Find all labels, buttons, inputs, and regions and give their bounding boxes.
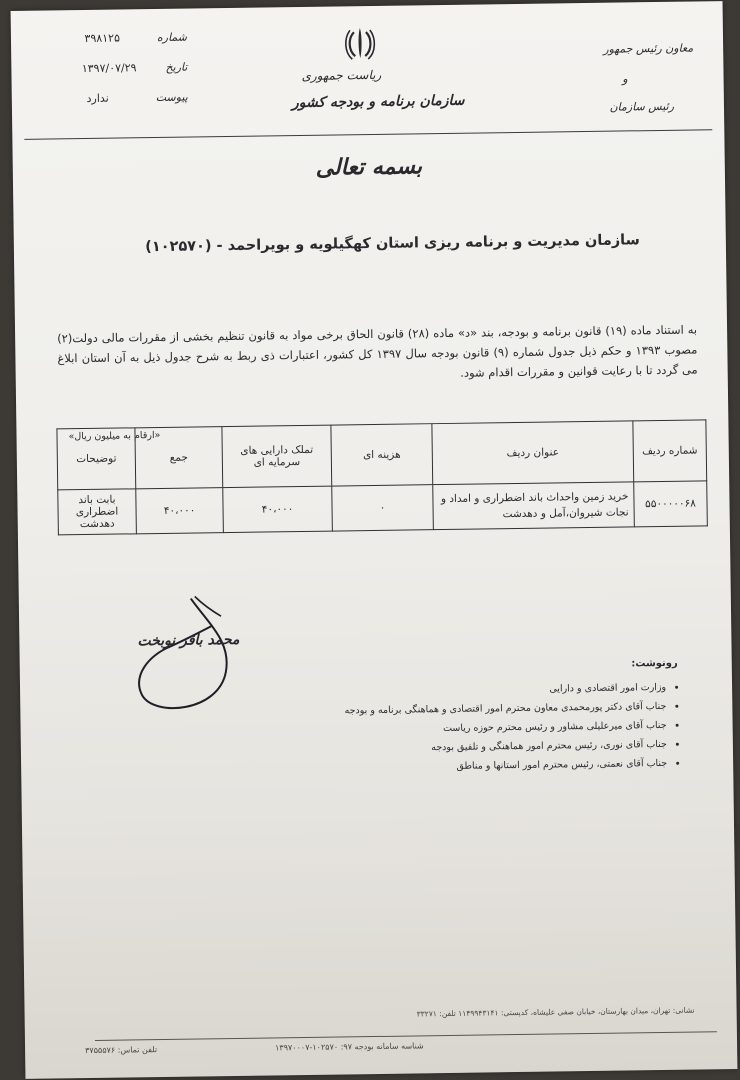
footer-tracking: شناسه سامانه بودجه ۹۷: ۱۰۲۵۷۰-۱۳۹۷۰۰۰۷ (275, 1041, 424, 1053)
letter-body: به استناد ماده (۱۹) قانون برنامه و بودجه، بند «د» ماده (۲۸) قانون الحاق برخی مواد به قانون تنظیم بخشی از مقررات مالی دولت(۲) مصوب ۱۳۹۳ و حکم ذیل جدول شماره (۹) قانون بودجه سال ۱۳۹۷ کل کشور، اعتبارات ذی ربط به شرح جدول ذیل به آن استان ابلاغ می گردد تا با رعایت قوانین و مقررات اقدام شود. (57, 322, 698, 380)
col-total: جمع (135, 427, 223, 489)
meta-date-label: تاریخ (165, 60, 188, 74)
footer-phone: تلفن تماس: ۳۷۵۵۵۷۶ (85, 1045, 158, 1056)
list-item: • جناب آقای نعمتی، رئیس محترم امور استانها و مناطق (287, 754, 667, 778)
units-note: «ارقام به میلیون ریال» (68, 429, 161, 443)
list-item: • وزارت امور اقتصادی و دارایی (286, 678, 666, 702)
letter-page (11, 1, 738, 1079)
meta-attachment (38, 91, 188, 106)
meta-date-value: ۱۳۹۷/۰۷/۲۹ (81, 61, 137, 76)
head-of-organization-label: رئیس سازمان (609, 99, 675, 114)
list-item: • جناب آقای دکتر پورمحمدی معاون محترم امور اقتصادی و هماهنگی برنامه و بودجه (286, 697, 666, 721)
budget-table (56, 419, 707, 535)
cell-capital-assets: ۴۰،۰۰۰ (223, 486, 333, 533)
cell-description: بابت باند اضطراری دهدشت (58, 489, 137, 535)
col-description: توضیحات (57, 428, 136, 490)
meta-date (37, 61, 187, 76)
header-divider (24, 129, 712, 140)
table-header-row (57, 420, 707, 490)
list-item: • جناب آقای نوری، رئیس محترم امور هماهنگی و تلفیق بودجه (287, 735, 667, 759)
cell-current-expense: ۰ (332, 485, 434, 531)
meta-number-value: ۳۹۸۱۲۵ (84, 31, 121, 45)
signatory-name: محمد باقر نوبخت (137, 631, 240, 650)
bismillah-heading: بسمه تعالی (315, 153, 423, 181)
meta-attachment-value: ندارد (86, 91, 109, 105)
footer-address: نشانی: تهران، میدان بهارستان، خیابان صفی علیشاه، کدپستی: ۱۱۴۹۹۴۳۱۴۱ تلفن: ۳۳۲۷۱ (416, 1005, 695, 1019)
iran-emblem-icon (343, 24, 378, 62)
meta-attachment-label: پیوست (155, 90, 188, 105)
organization-label: سازمان برنامه و بودجه کشور (291, 92, 465, 112)
cc-heading: رونوشت: (631, 657, 678, 670)
cell-row-number: ۵۵۰۰۰۰۰۶۸ (634, 481, 708, 527)
col-row-title: عنوان ردیف (432, 421, 634, 485)
header-conjunction: و (622, 72, 628, 86)
meta-number-label: شماره (156, 30, 188, 44)
table-row (58, 481, 708, 535)
col-row-number: شماره ردیف (633, 420, 707, 482)
meta-number (37, 31, 187, 46)
footer-divider (95, 1031, 717, 1041)
handwritten-signature-icon (113, 594, 255, 726)
col-current-expense: هزینه ای (331, 424, 433, 486)
list-item: • جناب آقای میرعلیلی مشاور و رئیس محترم حوزه ریاست (287, 716, 667, 740)
cc-list (286, 678, 679, 778)
vice-president-label: معاون رئیس جمهور (603, 41, 694, 56)
cell-total: ۴۰،۰۰۰ (136, 488, 224, 534)
recipient-title: سازمان مدیریت و برنامه ریزی استان کهگیلویه و بویراحمد - (۱۰۲۵۷۰) (145, 232, 640, 256)
cell-row-title: خرید زمین واحداث باند اضطراری و امداد و نجات شیروان،آمل و دهدشت (433, 482, 635, 530)
presidency-label: ریاست جمهوری (301, 67, 382, 83)
col-capital-assets: تملک دارایی های سرمایه ای (222, 425, 332, 488)
